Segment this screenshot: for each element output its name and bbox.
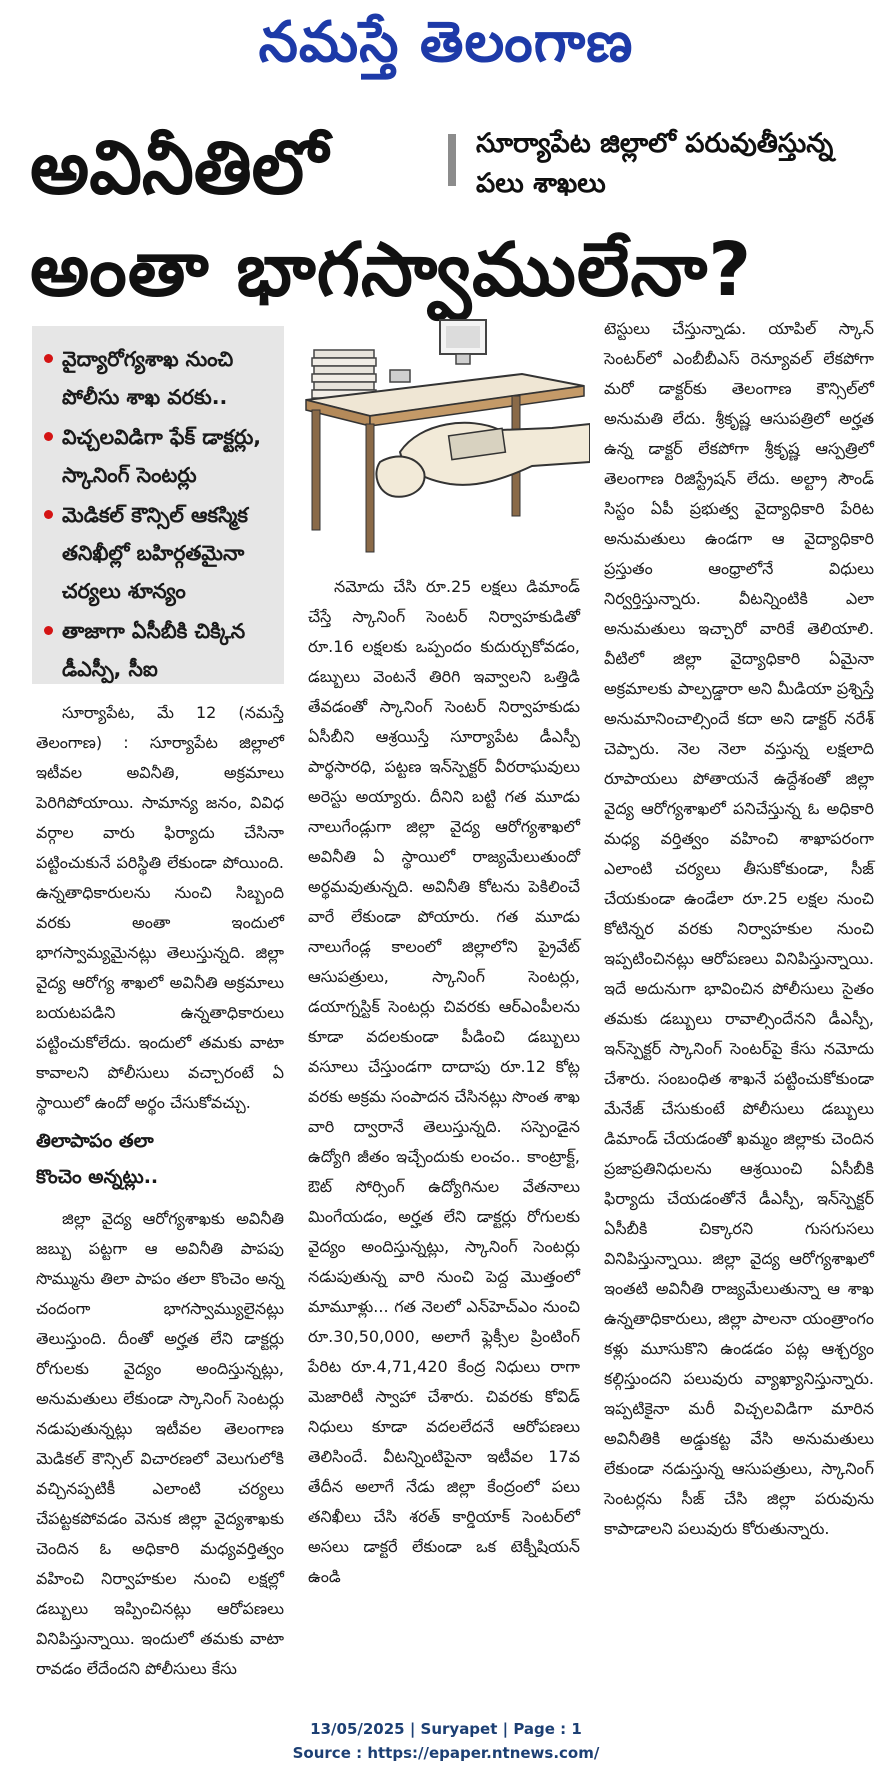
highlight-item: విచ్చలవిడిగా ఫేక్ డాక్టర్లు, స్కానింగ్ సెంటర్లు [40,418,276,494]
newspaper-masthead: నమస్తే తెలంగాణ [258,9,634,75]
headline-deck: సూర్యాపేట జిల్లాలో పరువుతీస్తున్న పలు శాఖలు [476,128,834,199]
highlights-box [32,326,284,684]
bribe-under-table-illustration [300,312,590,566]
article-paragraph: నమోదు చేసి రూ.25 లక్షలు డిమాండ్ చేస్తే స్కానింగ్ సెంటర్ నిర్వాహకుడితో రూ.16 లక్షలకు ఒప్పందం కుదుర్చుకోవడం, డబ్బులు వెంటనే తిరిగి ఇవ్వాలని ఒత్తిడి తేవడంతో స్కానింగ్ సెంటర్ నిర్వాహకుడు ఏసీబీని ఆశ్రయిస్తే సూర్యాపేట డీఎస్పీ పార్థసారధి, పట్టణ ఇన్‌స్పెక్టర్ వీరరాఘవులు అరెస్టు అయ్యారు. దీనిని బట్టి గత మూడు నాలుగేండ్లుగా జిల్లా వైద్య ఆరోగ్యశాఖలో అవినీతి ఏ స్థాయిలో రాజ్యమేలుతుందో అర్థమవుతున్నది. అవినీతి కోటను పెకిలించే వారే లేకుండా పోయారు. గత మూడు నాలుగేండ్ల కాలంలో జిల్లాలోని ప్రైవేట్ ఆసుపత్రులు, స్కానింగ్ సెంటర్లు, డయాగ్నస్టిక్ సెంటర్లు చివరకు ఆర్‌ఎంపీలను కూడా వదలకుండా పీడించి డబ్బులు వసూలు చేస్తుండగా దాదాపు రూ.12 కోట్ల వరకు అక్రమ సంపాదన చేసినట్లు సొంత శాఖ వారి ద్వారానే తెలుస్తున్నది. సస్పెండైన ఉద్యోగి జీతం ఇచ్చేందుకు లంచం.. కాంట్రాక్ట్, ఔట్ సోర్సింగ్ ఉద్యోగినుల వేతనాలు మింగేయడం, అర్హత లేని డాక్టర్లు రోగులకు వైద్యం అందిస్తున్నట్లు, స్కానింగ్ సెంటర్లు నడుపుతున్న వారి నుంచి పెద్ద మొత్తంలో మామూళ్లు... గత నెలలో ఎన్‌హెచ్‌ఎం నుంచి రూ.30,50,000, అలాగే ఫ్లెక్సీల ప్రింటింగ్ పేరిట రూ.4,71,420 కేంద్ర నిధులు రాగా మెజారిటీ స్వాహా చేశారు. చివరకు కోవిడ్ నిధులు కూడా వదలలేదనే ఆరోపణలు తెలిసిందే. వీటన్నింటిపైనా ఇటీవల 17వ తేదీన అలాగే నేడు జిల్లా కేంద్రంలో పలు తనిఖీలు చేసి శరత్ కార్డియాక్ సెంటర్‌లో అసలు డాక్టరే లేకుండా ఒక టెక్నీషియన్ ఉండి [308,577,581,1586]
hand-with-money-icon [376,423,590,497]
article-paragraph: జిల్లా వైద్య ఆరోగ్యశాఖకు అవినీతి జబ్బు పట్టగా ఆ అవినీతి పాపపు సొమ్మును తిలా పాపం తలా కొంచెం అన్న చందంగా భాగస్వామ్యులైనట్లు తెలుస్తుంది. దీంతో అర్హత లేని డాక్టర్లు రోగులకు వైద్యం అందిస్తున్నట్లు, అనుమతులు లేకుండా స్కానింగ్ సెంటర్లు నడుపుతున్నట్లు ఇటీవల తెలంగాణ మెడికల్ కౌన్సిల్ విచారణలో వెలుగులోకి వచ్చినప్పటికీ ఎలాంటి చర్యలు చేపట్టకపోవడం వెనుక జిల్లా వైద్యశాఖకు చెందిన ఓ అధికారి మధ్యవర్తిత్వం వహించి నిర్వాహకుల నుంచి లక్షల్లో డబ్బులు ఇప్పించినట్లు ఆరోపణలు వినిపిస్తున్నాయి. ఇందులో తమకు వాటా రావడం లేదేందని పోలీసులు కేసు [36,1209,284,1678]
article-paragraph: టెస్టులు చేస్తున్నాడు. యాపిల్ స్కాన్ సెంటర్‌లో ఎంబీబీఎస్ రెన్యూవల్ లేకపోగా మరో డాక్టర్‌కు తెలంగాణ కౌన్సిల్‌లో అనుమతి లేదు. శ్రీకృష్ణ ఆసుపత్రిలో అర్హత ఉన్న డాక్టర్ లేకపోగా శ్రీకృష్ణ ఆస్పత్రిలో తెలంగాణ రిజిస్ట్రేషన్ లేదు. అల్ట్రా సౌండ్ సిస్టం ఏపీ ప్రభుత్వ వైద్యాధికారి పేరిట అనుమతులు ఉండగా ఆ వైద్యాధికారి ప్రస్తుతం ఆంధ్రాలోనే విధులు నిర్వర్తిస్తున్నారు. వీటన్నింటికి ఎలా అనుమతులు ఇచ్చారో వారికే తెలియాలి. వీటిలో జిల్లా వైద్యాధికారి ఏమైనా అక్రమాలకు పాల్పడ్డారా అని మీడియా ప్రశ్నిస్తే అనుమానించాల్సిందే కదా అని డాక్టర్ నరేశ్ చెప్పారు. నెల నెలా వస్తున్న లక్షలాది రూపాయలు పోతాయనే ఉద్దేశంతో జిల్లా వైద్య ఆరోగ్యశాఖలో పనిచేస్తున్న ఓ అధికారి మధ్య వర్తిత్వం వహించి శాఖాపరంగా ఎలాంటి చర్యలు తీసుకోకుండా, సీజ్ చేయకుండా ఉండేలా రూ.25 లక్షల నుంచి కోటిన్నర వరకు నిర్వాహకుల నుంచి ఇప్పటించినట్లు ఆరోపణలు వినిపిస్తున్నాయి. ఇదే అదునుగా భావించిన పోలీసులు సైతం తమకు డబ్బులు రావాల్సిందేనని డీఎస్పీ, ఇన్‌స్పెక్టర్ స్కానింగ్ సెంటర్‌పై కేసు నమోదు చేశారు. సంబంధిత శాఖనే పట్టించుకోకుండా మేనేజ్ చేసుకుంటే పోలీసులు డబ్బులు డిమాండ్ చేయడంతో ఖమ్మం జిల్లాకు చెందిన ప్రజాప్రతినిధులను ఆశ్రయించి ఏసీబీకి ఫిర్యాదు చేయడంతోనే డీఎస్పీ, ఇన్‌స్పెక్టర్ ఏసీబీకి చిక్కారని గుసగుసలు వినిపిస్తున్నాయి. జిల్లా వైద్య ఆరోగ్యశాఖలో ఇంతటి అవినీతి రాజ్యమేలుతున్నా ఆ శాఖ ఉన్నతాధికారులు, జిల్లా పాలనా యంత్రాంగం కళ్లు మూసుకొని ఉండడం పట్ల ఆశ్చర్యం కల్గిస్తుందని పలువురు వ్యాఖ్యానిస్తున్నారు. ఇప్పటికైనా మరీ విచ్చలవిడిగా మారిన అవినీతికి అడ్డుకట్ట వేసి అనుమతులు లేకుండా నడుస్తున్న ఆసుపత్రులు, స్కానింగ్ సెంటర్లను సీజ్ చేసి జిల్లా పరువును కాపాడాలని పలువురు కోరుతున్నారు. [604,319,874,1538]
highlight-item: మెడికల్ కౌన్సిల్ ఆకస్మిక తనిఖీల్లో బహిర్గతమైనా చర్యలు శూన్యం [40,496,276,610]
footer-source: Source : https://epaper.ntnews.com/ [292,1744,600,1762]
article-column-2 [308,572,580,1598]
highlight-item: వైద్యారోగ్యశాఖ నుంచి పోలీసు శాఖ వరకు.. [40,340,276,416]
deck-divider [448,134,456,186]
file-stack-icon [312,350,376,398]
article-column-3 [604,314,874,1550]
headline-line-2: అంతా భాగస్వాములేనా? [30,227,753,313]
computer-monitor-icon [440,320,486,364]
subheading: తిలాపాపం తలా [36,1130,154,1152]
headline-line-1: అవినీతిలో [30,125,328,211]
article-column-1 [36,698,284,1690]
highlight-item: తాజాగా ఏసీబీకి చిక్కిన డీఎస్పీ, సీఐ [40,612,276,688]
subheading: కొంచెం అన్నట్లు.. [36,1166,159,1188]
footer-edition-info: 13/05/2025 | Suryapet | Page : 1 [310,1720,582,1738]
phone-icon [390,370,410,382]
article-paragraph: సూర్యాపేట, మే 12 (నమస్తే తెలంగాణ) : సూర్యాపేట జిల్లాలో ఇటీవల అవినీతి, అక్రమాలు పెరిగిపోయాయి. సామాన్య జనం, వివిధ వర్గాల వారు ఫిర్యాదు చేసినా పట్టించుకునే పరిస్థితి లేకుండా పోయింది. ఉన్నతాధికారులను నుంచి సిబ్బంది వరకు అంతా ఇందులో భాగస్వామ్యమైనట్లు తెలుస్తున్నది. జిల్లా వైద్య ఆరోగ్య శాఖలో అవినీతి అక్రమాలు బయటపడిని ఉన్నతాధికారులు పట్టించుకోలేదు. ఇందులో తమకు వాటా కావాలని పోలీసులు వచ్చారంటే ఏ స్థాయిలో ఉందో అర్థం చేసుకోవచ్చు. [36,703,284,1112]
